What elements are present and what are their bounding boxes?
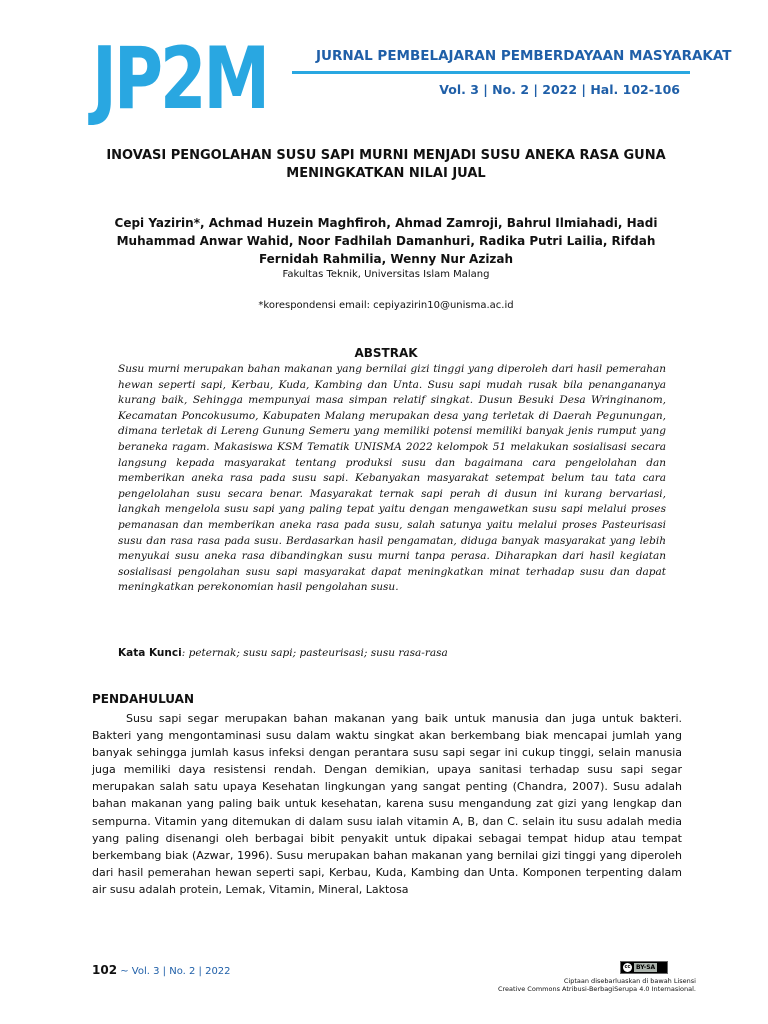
- page-number: 102: [92, 963, 118, 977]
- title-line-1: INOVASI PENGOLAHAN SUSU SAPI MURNI MENJADI SUSU ANEKA RASA GUNA: [106, 148, 666, 163]
- keywords: [118, 647, 666, 659]
- authors-line-3: Fernidah Rahmilia, Wenny Nur Azizah: [258, 252, 514, 266]
- article-title: [96, 147, 676, 183]
- volume-info: Vol. 3 | No. 2 | 2022 | Hal. 102-106: [439, 82, 680, 97]
- license-notice: [436, 977, 696, 993]
- abstract-text: Susu murni merupakan bahan makanan yang bernilai gizi tinggi yang diperoleh dari hasil pemerahan hewan seperti sapi, Kerbau, Kuda, Kambing dan Unta. Susu sapi mudah rusak bila penangananya kurang baik, Sehingga mempunyai masa simpan relatif singkat. Dusun Besuki Desa Wringinanom, Kecamatan Poncokusumo, Kabupaten Malang merupakan desa yang terletak di Daerah Pegunungan, dimana terletak di Lereng Gunung Semeru yang memiliki potensi memiliki banyak jenis rumput yang beraneka ragam. Makasiswa KSM Tematik UNISMA 2022 kelompok 51 melakukan sosialisasi secara langsung kepada masyarakat tentang produksi susu dan bagaimana cara pengelolahan dan memberikan aneka rasa pada susu sapi. Kebanyakan masyarakat setempat belum tau tata cara pengelolahan susu secara benar. Masyarakat ternak sapi perah di dusun ini kurang bervariasi, langkah mengelola susu sapi yang paling tepat yaitu dengan mengawetkan susu sapi melalui proses pemanasan dan memberikan aneka rasa pada susu, salah satunya yaitu melalui proses Pasteurisasi susu dan rasa rasa pada susu. Berdasarkan hasil pengamatan, diduga banyak masyarakat yang lebih menyukai susu aneka rasa dibandingkan susu murni tanpa perasa. Diharapkan dari hasil kegiatan sosialisasi pengolahan susu sapi masyarakat dapat meningkatkan minat terhadap susu dan dapat meningkatkan perekonomian hasil pengolahan susu.: [118, 363, 666, 594]
- authors-line-1: Cepi Yazirin*, Achmad Huzein Maghfiroh, Ahmad Zamroji, Bahrul Ilmiahadi, Hadi: [114, 216, 658, 230]
- keywords-label: Kata Kunci: [118, 647, 182, 659]
- author-list: [96, 214, 676, 268]
- title-line-2: MENINGKATKAN NILAI JUAL: [286, 166, 486, 181]
- affiliation: Fakultas Teknik, Universitas Islam Malang: [282, 269, 490, 280]
- correspondence-email: *korespondensi email: cepiyazirin10@unisma.ac.id: [258, 300, 514, 311]
- cc-license-label: BY-SA: [636, 964, 656, 971]
- keywords-values: : peternak; susu sapi; pasteurisasi; susu rasa-rasa: [181, 647, 448, 659]
- journal-name: JURNAL PEMBELAJARAN PEMBERDAYAAN MASYARAKAT: [316, 48, 732, 64]
- cc-icon: cc: [624, 964, 631, 970]
- section-heading-introduction: PENDAHULUAN: [92, 692, 194, 706]
- license-line-1: Ciptaan disebarluaskan di bawah Lisensi: [563, 977, 696, 985]
- license-line-2: Creative Commons Atribusi-BerbagiSerupa 4.0 Internasional.: [497, 985, 696, 993]
- introduction-text: Susu sapi segar merupakan bahan makanan yang baik untuk manusia dan juga untuk bakteri. Bakteri yang mengontaminasi susu dalam waktu singkat akan berkembang biak mencapai jumlah yang banyak sehingga jumlah kasus infeksi dengan perantara susu sapi segar ini cukup tinggi, selain manusia juga memiliki daya resistensi rendah. Dengan demikian, upaya sanitasi terhadap susu sapi segar merupakan salah satu upaya Kesehatan lingkungan yang sangat penting (Chandra, 2007). Susu adalah bahan makanan yang paling baik untuk kesehatan, karena susu mengandung zat gizi yang lengkap dan sempurna. Vitamin yang ditemukan di dalam susu ialah vitamin A, B, dan C. selain itu susu adalah media yang paling disenangi oleh berbagai bibit penyakit untuk dipakai sebagai tempat hidup atau tempat berkembang biak (Azwar, 1996). Susu merupakan bahan makanan yang bernilai gizi tinggi yang diperoleh dari hasil pemerahan hewan seperti sapi, Kerbau, Kuda, Kambing dan Unta. Komponen terpenting dalam air susu adalah protein, Lemak, Vitamin, Mineral, Laktosa: [92, 712, 682, 896]
- authors-line-2: Muhammad Anwar Wahid, Noor Fadhilah Damanhuri, Radika Putri Lailia, Rifdah: [116, 234, 656, 248]
- header-divider: [292, 71, 690, 74]
- journal-logo: JP2M: [92, 29, 268, 129]
- abstract-heading: ABSTRAK: [354, 346, 418, 360]
- cc-license-badge[interactable]: [620, 961, 668, 974]
- page-footer: [92, 963, 231, 977]
- footer-volume: ~ Vol. 3 | No. 2 | 2022: [120, 966, 231, 977]
